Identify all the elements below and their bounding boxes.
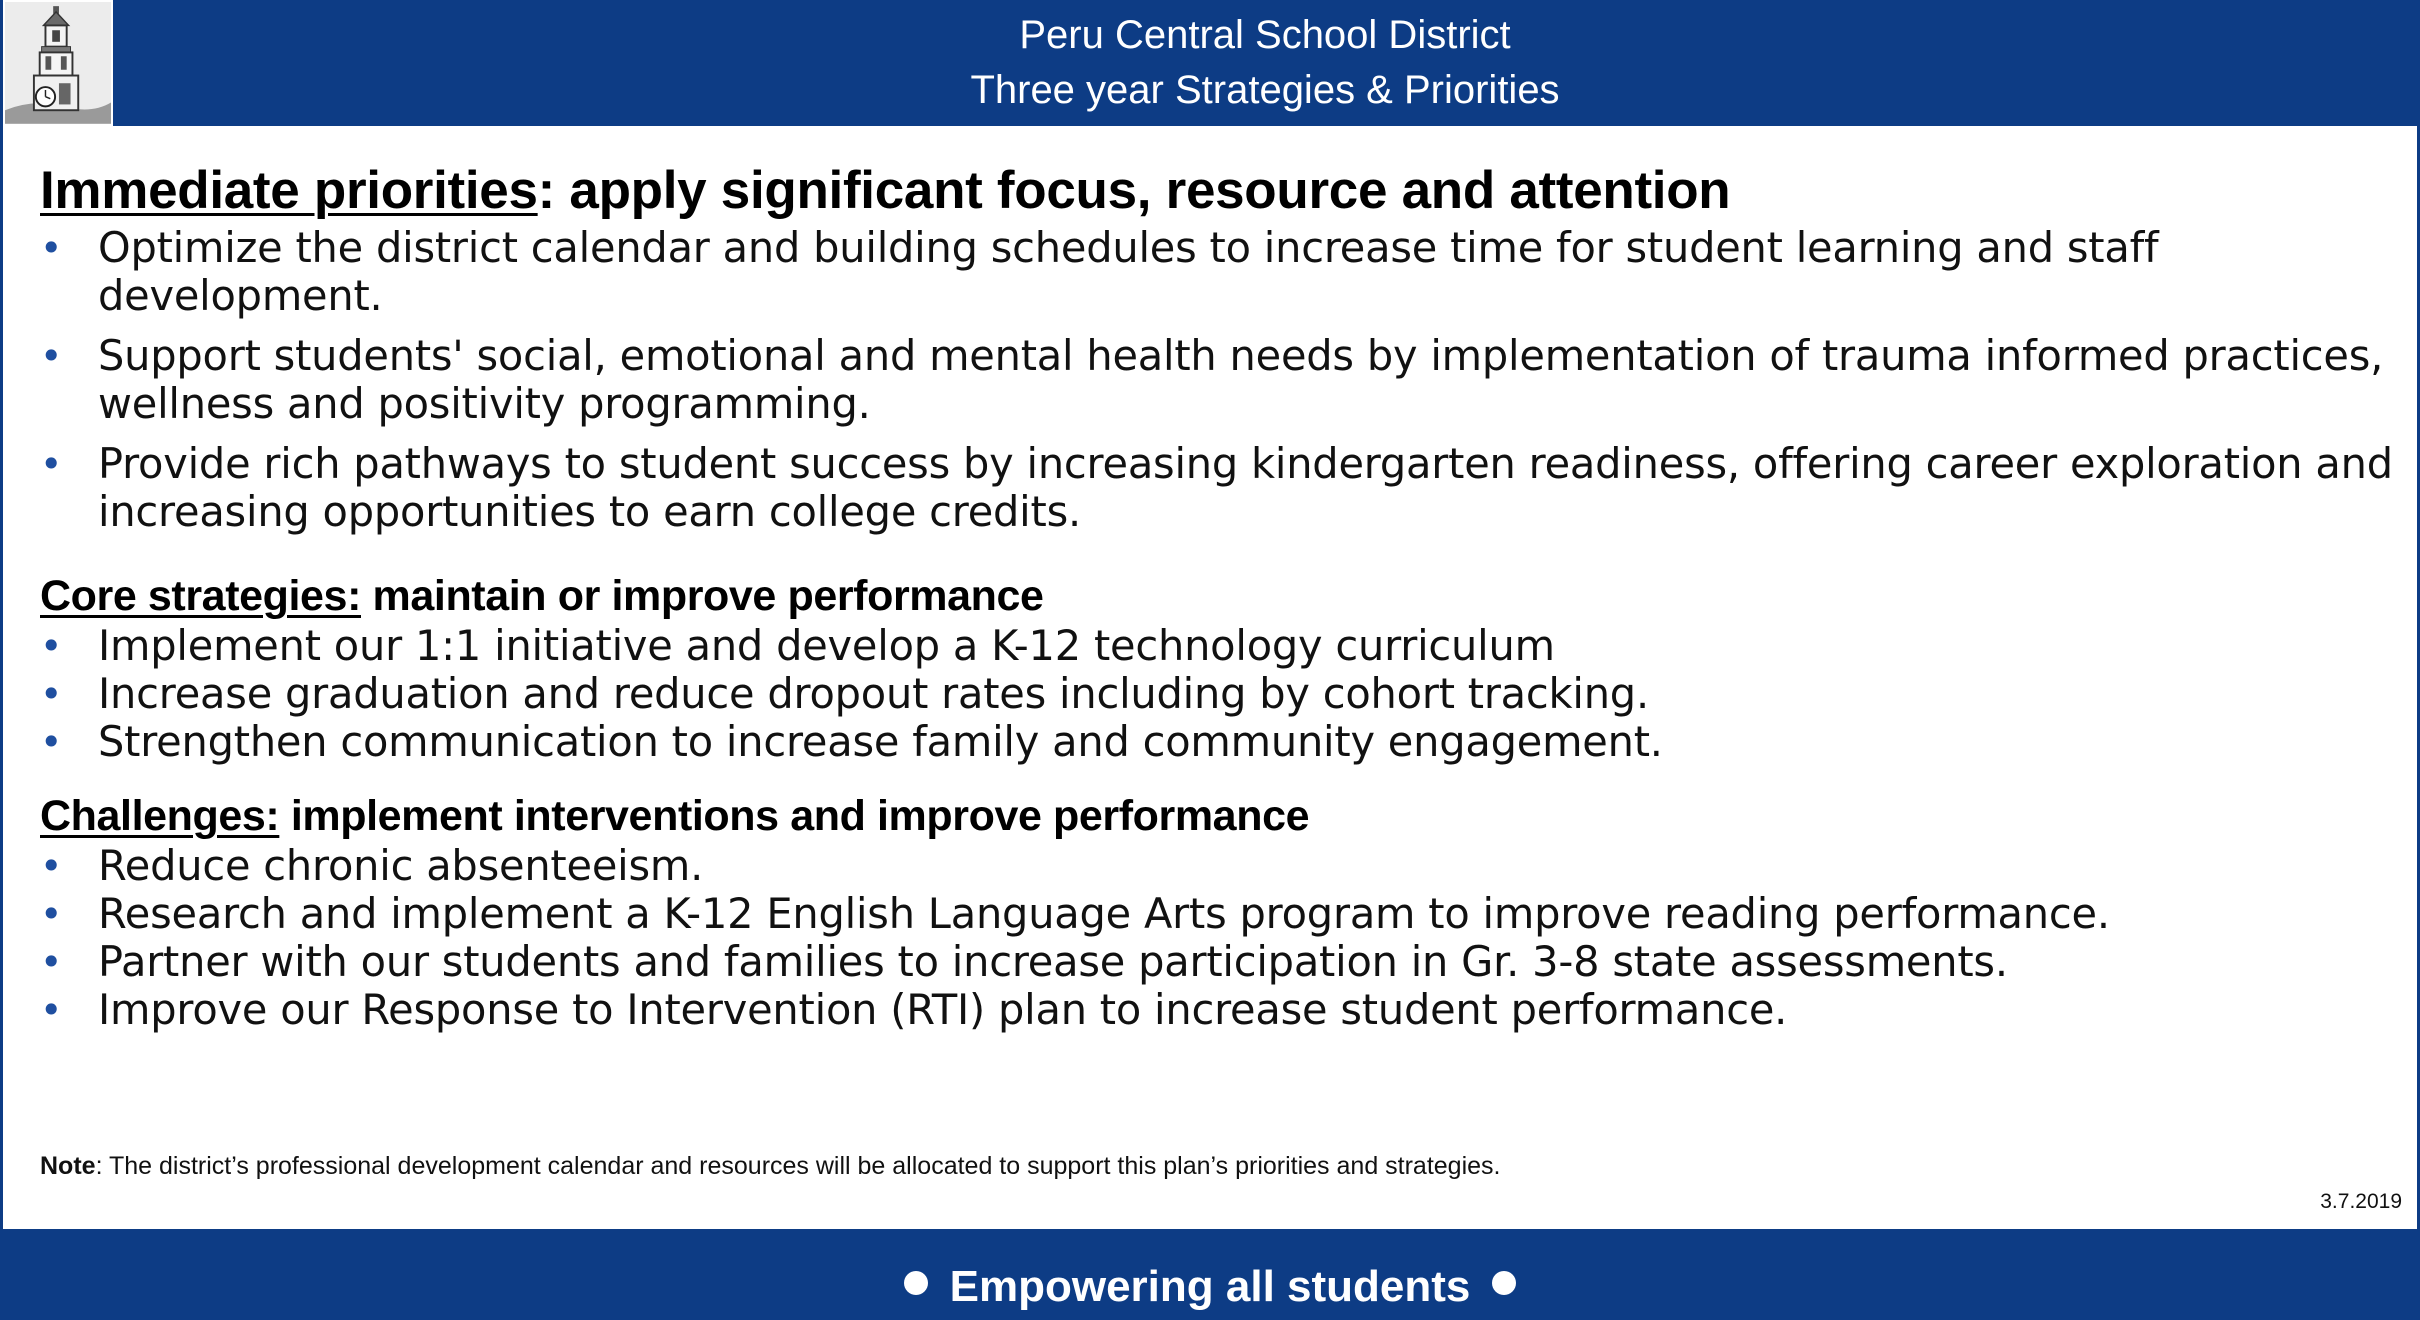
list-item-text: Support students' social, emotional and mental health needs by implementation of trauma informed practices, wellness and positivity programming. [98, 331, 2384, 428]
immediate-heading-rest: : apply significant focus, resource and attention [537, 161, 1731, 220]
challenges-list [40, 842, 2380, 1034]
immediate-priorities-list [40, 223, 2393, 536]
footer-bar [0, 1229, 2420, 1320]
list-item [40, 440, 2420, 536]
list-item [40, 622, 2380, 670]
bullet-icon: • [40, 226, 63, 270]
bullet-icon: • [40, 672, 63, 716]
core-heading-underlined: Core strategies: [40, 572, 361, 620]
challenges-heading [40, 790, 2380, 842]
list-item-text: Strengthen communication to increase family and community engagement. [98, 717, 1663, 766]
bullet-icon: • [40, 892, 63, 936]
clock-tower-icon [3, 0, 113, 126]
list-item-text: Reduce chronic absenteeism. [98, 841, 704, 890]
title-line-2: Three year Strategies & Priorities [970, 68, 1560, 112]
footer-tagline [0, 1259, 2420, 1315]
list-item [40, 938, 2380, 986]
header-bar [0, 0, 2420, 126]
list-item [40, 718, 2380, 766]
note-text [40, 1150, 1501, 1182]
title-line-1: Peru Central School District [1019, 13, 1511, 57]
list-item [40, 890, 2380, 938]
circle-dot-icon [1492, 1271, 1516, 1295]
core-strategies-list [40, 622, 2380, 766]
bullet-icon: • [40, 988, 63, 1032]
list-item-text: Research and implement a K-12 English Language Arts program to improve reading performance. [98, 889, 2110, 938]
list-item [40, 332, 2420, 428]
challenges-heading-rest: implement interventions and improve performance [279, 792, 1310, 840]
date-stamp: 3.7.2019 [2320, 1190, 2402, 1213]
note-label: Note [40, 1152, 96, 1180]
bullet-icon: • [40, 720, 63, 764]
footer-tagline-text: Empowering all students [949, 1262, 1471, 1311]
bullet-icon: • [40, 844, 63, 888]
immediate-priorities-heading [40, 158, 2380, 224]
note-body: : The district’s professional development calendar and resources will be allocated to support this plan’s priorities and strategies. [95, 1152, 1501, 1180]
list-item-text: Improve our Response to Intervention (RTI) plan to increase student performance. [98, 985, 1788, 1034]
list-item [40, 670, 2380, 718]
list-item-text: Optimize the district calendar and building schedules to increase time for student learning and staff development. [98, 223, 2159, 320]
list-item [40, 224, 2420, 320]
challenges-heading-underlined: Challenges: [40, 792, 280, 840]
immediate-heading-underlined: Immediate priorities [40, 161, 538, 220]
main-content [40, 158, 2393, 1034]
list-item-text: Partner with our students and families to increase participation in Gr. 3-8 state assessments. [98, 937, 2008, 986]
core-strategies-heading [40, 570, 2380, 622]
list-item-text: Implement our 1:1 initiative and develop a K-12 technology curriculum [98, 621, 1555, 670]
list-item-text: Increase graduation and reduce dropout rates including by cohort tracking. [98, 669, 1649, 718]
bullet-icon: • [40, 442, 63, 486]
bullet-icon: • [40, 334, 63, 378]
core-heading-rest: maintain or improve performance [361, 572, 1044, 620]
list-item [40, 842, 2380, 890]
bullet-icon: • [40, 940, 63, 984]
list-item-text: Provide rich pathways to student success by increasing kindergarten readiness, offering career exploration and increasing opportunities to earn college credits. [98, 439, 2393, 536]
list-item [40, 986, 2380, 1034]
circle-dot-icon [904, 1271, 928, 1295]
bullet-icon: • [40, 624, 63, 668]
page-title [150, 8, 2380, 118]
